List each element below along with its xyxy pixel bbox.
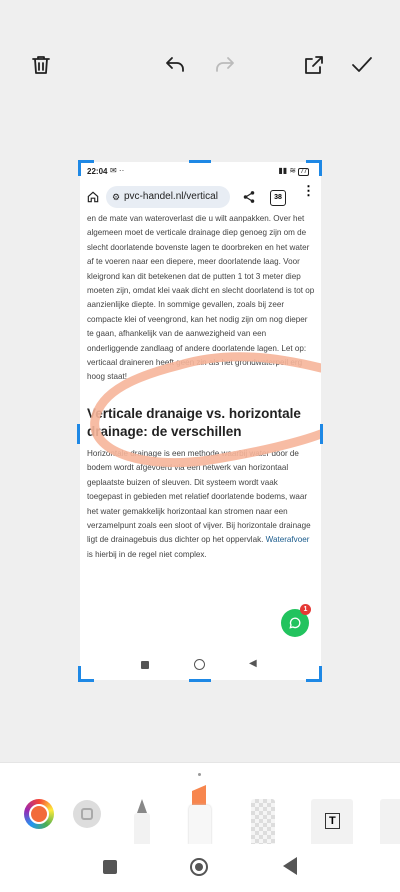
notification-badge: 1 [300, 604, 311, 615]
recents-icon [141, 661, 149, 669]
shape-tool-button[interactable] [73, 800, 101, 828]
redo-button[interactable] [211, 51, 239, 79]
tab-switcher-button[interactable]: 38 [270, 190, 286, 206]
back-icon: ◀ [249, 658, 257, 669]
system-nav-bar [0, 844, 400, 892]
color-picker-button[interactable] [24, 799, 54, 829]
pen-tool[interactable] [133, 799, 151, 845]
home-icon[interactable] [86, 190, 100, 204]
whatsapp-icon [287, 615, 303, 631]
crop-handle-top-left[interactable] [78, 160, 81, 176]
share-button[interactable] [300, 51, 328, 79]
drawing-toolbar [0, 762, 400, 845]
waterafvoer-link[interactable]: Waterafvoer [265, 535, 310, 545]
paragraph-text: Horizontale drainage is een methode waarbij water door de bodem wordt afgevoerd via een netwerk van horizontaal geplaatste buizen of sleuven. Dit systeem wordt vaak toegepast in gebieden met relatief doorlatende bodems, waar het water gemakkelijk horizontaal kan stromen naar een verzamelpunt zoals een sloot of vijver. Bij horizontale drainage ligt de drainagebuis dus dichter op het oppervlak. [87, 448, 311, 545]
browser-toolbar [80, 182, 321, 212]
trash-icon [29, 53, 53, 77]
recents-button[interactable] [103, 860, 117, 874]
article-heading: Verticale dranaige vs. horizontale drainage: de verschillen [87, 405, 301, 439]
share-out-icon [302, 53, 326, 77]
crop-handle-bottom-center[interactable] [189, 679, 211, 682]
eraser-tool[interactable] [251, 799, 275, 845]
crop-handle-top-right[interactable] [319, 160, 322, 176]
done-button[interactable] [348, 51, 376, 79]
highlighter-icon [192, 785, 206, 805]
pen-icon [137, 799, 147, 813]
site-settings-icon: ⚙ [112, 192, 121, 202]
phone-nav-bar [80, 654, 321, 678]
highlighter-tool[interactable] [187, 773, 213, 845]
status-icons: ▮▮ ≋ 77 [278, 166, 307, 175]
article-paragraph: en de mate van wateroverlast die u wilt aanpakken. Over het algemeen moet de verticale drainage diep genoeg zijn om de slecht doorlatende bovenste lagen te doorbreken en het water af te voeren naar een diepere, meer doorlatende laag. Voor kleigrond kan dit betekenen dat de putten 1 tot 3 meter diep moeten zijn, omdat klei vaak dicht en slecht doorlatend is tot op aanzienlijke diepte. In sommige gevallen, zoals bij zeer compacte klei of veengrond, kan het nodig zijn om nog dieper te gaan, afhankelijk van de aanwezigheid van een onderliggende zandlaag of andere doorlatende lagen. Let op: verticaal draineren heeft geen zin als het grondwaterpeil erg hoog staat! [87, 214, 315, 382]
paragraph-text: is hierbij in de regel niet complex. [87, 549, 207, 559]
crop-handle-bottom-left[interactable] [78, 666, 81, 682]
mosaic-tool[interactable] [380, 799, 400, 845]
redo-icon [213, 53, 237, 77]
text-tool-label: T [325, 813, 340, 829]
crop-handle-right-center[interactable] [320, 424, 323, 444]
crop-handle-top-center[interactable] [189, 160, 211, 163]
share-icon[interactable] [242, 190, 256, 204]
battery-level: 77 [300, 169, 307, 175]
phone-status-bar [80, 162, 321, 182]
home-nav-icon [194, 659, 205, 670]
status-time: 22:04 [87, 167, 108, 176]
check-icon [350, 53, 374, 77]
square-icon [81, 808, 93, 820]
text-tool[interactable] [311, 799, 353, 845]
url-text: pvc-handel.nl/vertical [124, 191, 218, 202]
back-button[interactable] [283, 857, 297, 875]
crop-handle-bottom-right[interactable] [319, 666, 322, 682]
home-button[interactable] [190, 858, 208, 876]
selected-dot [198, 773, 201, 776]
address-bar[interactable] [106, 186, 230, 208]
more-menu-icon[interactable]: ⋮ [302, 183, 315, 198]
notification-icons: ✉ ·· [110, 166, 125, 175]
undo-button[interactable] [161, 51, 189, 79]
delete-button[interactable] [27, 51, 55, 79]
crop-handle-left-center[interactable] [77, 424, 80, 444]
eraser-icon [251, 799, 275, 845]
highlight-stroke [80, 330, 321, 480]
current-color-swatch [29, 804, 49, 824]
undo-icon [163, 53, 187, 77]
